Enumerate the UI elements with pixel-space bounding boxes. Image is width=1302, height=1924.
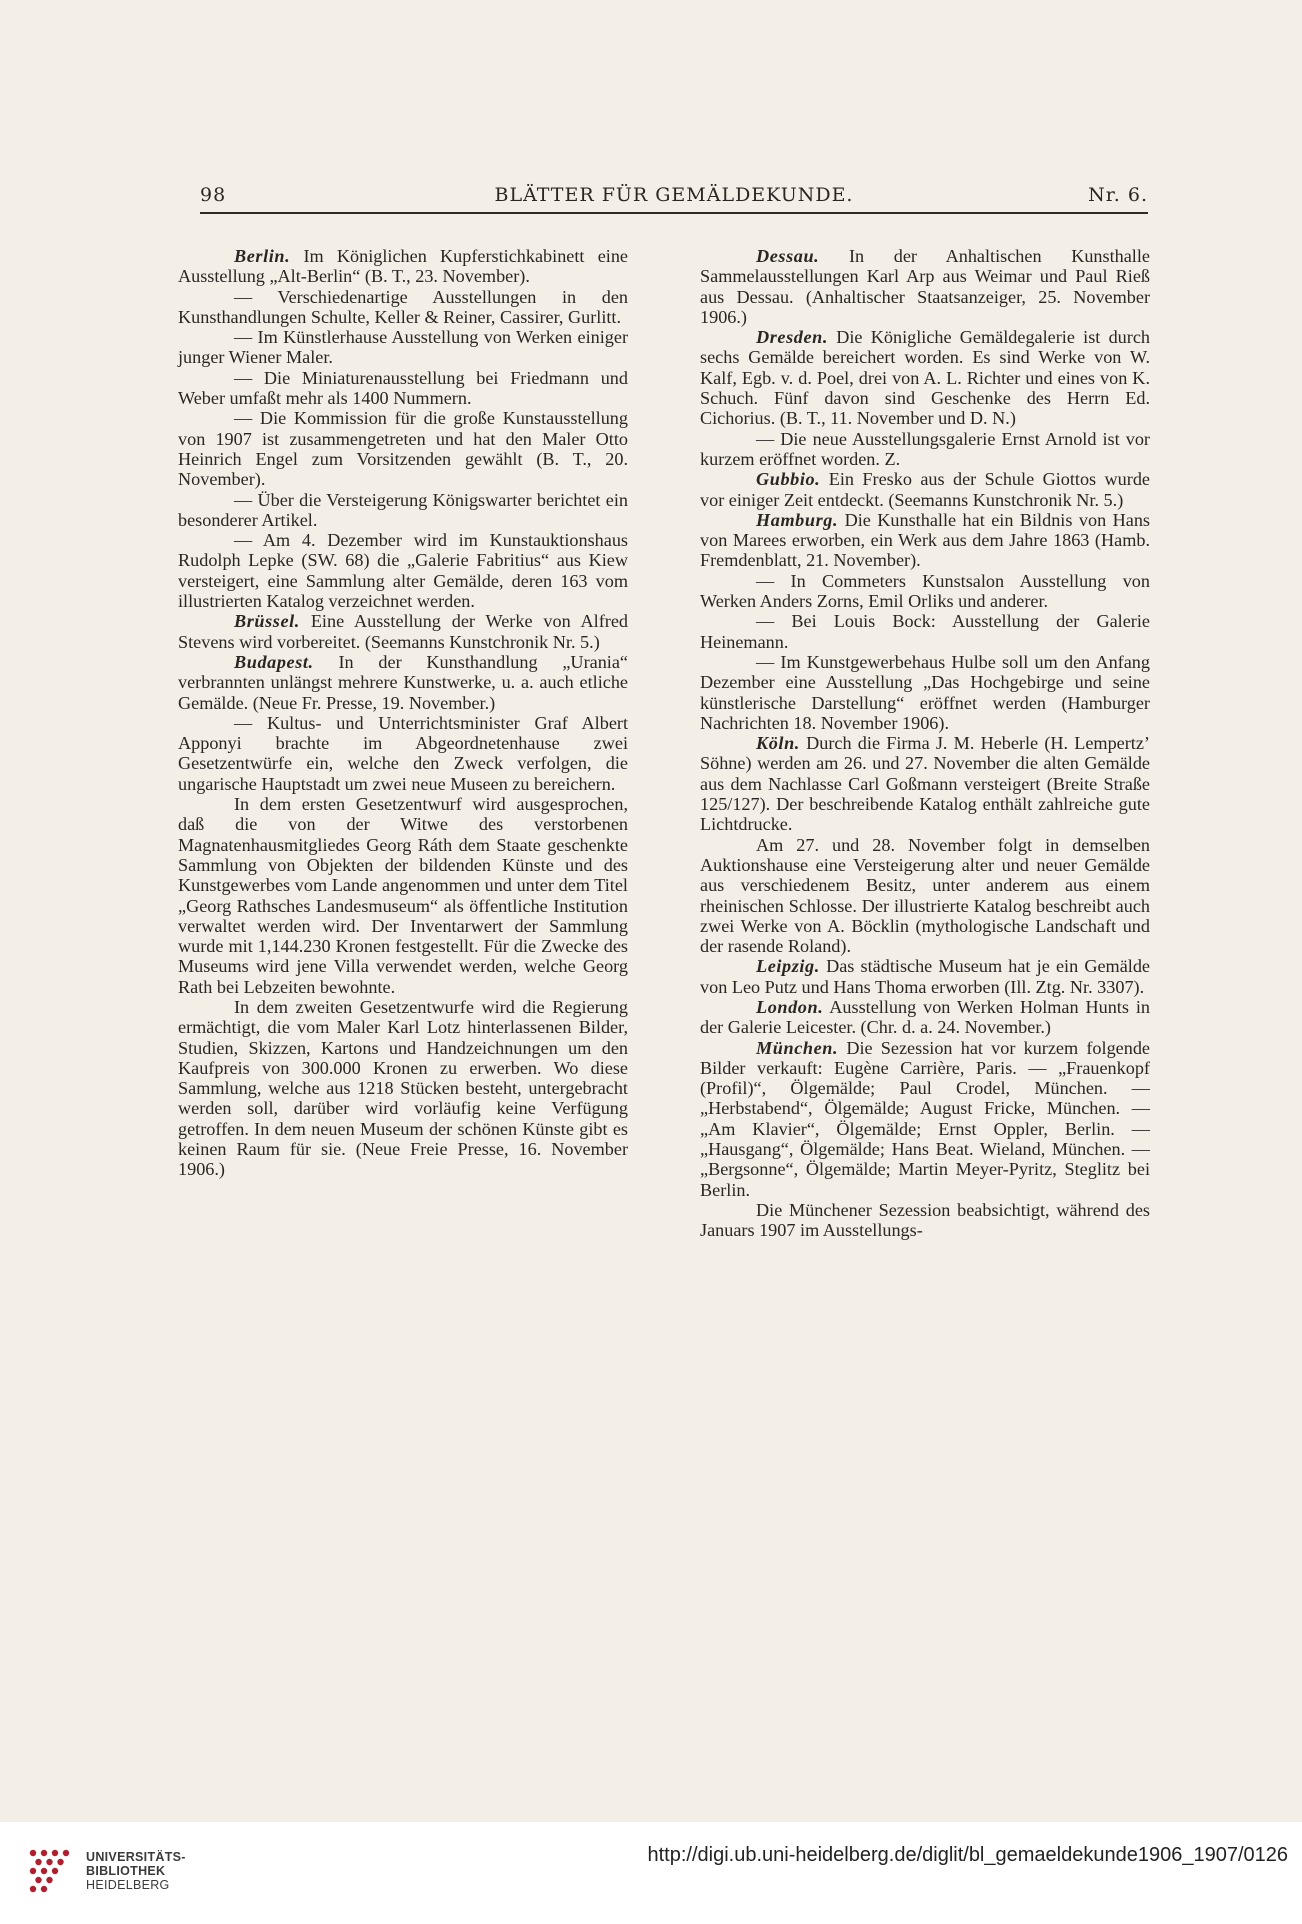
paragraph-text: — Über die Versteigerung Königswarter berichtet ein besonderer Artikel. [178, 489, 628, 530]
paragraph-text: — Die Miniaturenausstellung bei Friedmann und Weber umfaßt mehr als 1400 Nummern. [178, 367, 628, 409]
paragraph [178, 713, 628, 794]
paragraph-text: Die Sezession hat vor kurzem folgende Bilder verkauft: Eugène Carrière, Paris. — „Frauenkopf (Profil)“, Ölgemälde; Paul Crodel, München. — „Herbstabend“, Ölgemälde; August Fricke, München. — „Am Klavier“, Ölgemälde; Ernst Oppler, Berlin. — „Hausgang“, Ölgemälde; Hans Beat. Wieland, München. — „Bergsonne“, Ölgemälde; Martin Meyer-Pyritz, Steglitz bei Berlin. [700, 1037, 1150, 1200]
paragraph-text: — Die Kommission für die große Kunstausstellung von 1907 ist zusammengetreten und hat den Maler Otto Heinrich Engel zum Vorsitzenden gewählt (B. T., 20. November). [178, 408, 628, 490]
paragraph-text: Ein Fresko aus der Schule Giottos wurde vor einiger Zeit entdeckt. (Seemanns Kunstchronik Nr. 5.) [700, 469, 1150, 510]
university-library-logo-icon [24, 1844, 78, 1898]
paragraph-text: Die Königliche Gemäldegalerie ist durch sechs Gemälde bereichert worden. Es sind Werke von W. Kalf, Egb. v. d. Poel, drei von A. L. Richter und eines von K. Schuch. Fünf davon sind Geschenke des Herrn Ed. Cichorius. (B. T., 11. November und D. N.) [700, 327, 1150, 429]
paragraph-text: Die Münchener Sezession beabsichtigt, während des Januars 1907 im Ausstellungs- [700, 1199, 1150, 1241]
library-footer [0, 1822, 1302, 1924]
paragraph [178, 611, 628, 652]
city-heading: Dessau. [756, 246, 820, 266]
paragraph [178, 490, 628, 531]
paragraph-text: Im Königlichen Kupferstichkabinett eine Ausstellung „Alt-Berlin“ (B. T., 23. November). [178, 246, 628, 287]
city-heading: Hamburg. [756, 509, 839, 530]
paragraph [700, 1200, 1150, 1241]
paragraph-text: — Bei Louis Bock: Ausstellung der Galerie Heinemann. [700, 611, 1150, 652]
paragraph [700, 611, 1150, 652]
paragraph-text: Ausstellung von Werken Holman Hunts in der Galerie Leicester. (Chr. d. a. 24. November.) [700, 996, 1150, 1038]
library-name-line2: BIBLIOTHEK [86, 1864, 166, 1878]
paragraph-text: — Kultus- und Unterrichtsminister Graf Albert Apponyi brachte im Abgeordnetenhause zwei Gesetzentwürfe ein, welche den Zweck verfolgen, die ungarische Hauptstadt um zwei neue Museen zu bereichern. [178, 712, 628, 794]
paragraph-text: Eine Ausstellung der Werke von Alfred Stevens wird vorbereitet. (Seemanns Kunstchronik Nr. 5.) [178, 611, 628, 652]
paragraph-text: Die Kunsthalle hat ein Bildnis von Hans von Marees erworben, ein Werk aus dem Jahre 1863 (Hamb. Fremdenblatt, 21. November). [700, 509, 1150, 571]
paragraph [178, 530, 628, 611]
page-header [200, 178, 1148, 214]
paragraph [700, 1038, 1150, 1200]
paragraph [700, 327, 1150, 428]
source-url[interactable]: http://digi.ub.uni-heidelberg.de/diglit/bl_gemaeldekunde1906_1907/0126 [647, 1844, 1288, 1866]
right-text-column [700, 246, 1150, 1241]
paragraph [700, 469, 1150, 510]
paragraph-text: — Im Künstlerhause Ausstellung von Werken einiger junger Wiener Maler. [178, 327, 628, 368]
paragraph [700, 733, 1150, 834]
paragraph [178, 327, 628, 368]
city-heading: Gubbio. [756, 469, 821, 490]
paragraph [700, 997, 1150, 1038]
city-heading: Leipzig. [756, 956, 820, 977]
paragraph-text: In der Anhaltischen Kunsthalle Sammelausstellungen Karl Arp aus Weimar und Paul Rieß aus Dessau. (Anhaltischer Staatsanzeiger, 25. November 1906.) [700, 246, 1150, 327]
paragraph [178, 794, 628, 997]
paragraph [700, 510, 1150, 571]
paragraph-text: In dem zweiten Gesetzentwurfe wird die Regierung ermächtigt, die vom Maler Karl Lotz hinterlassenen Bilder, Studien, Skizzen, Kartons und Handzeichnungen um den Kaufpreis von 300.000 Kronen zu erwerben. Wo diese Sammlung, welche aus 1218 Stücken besteht, untergebracht werden soll, darüber wird vorläufig keine Verfügung getroffen. In dem neuen Museum der schönen Künste gibt es keinen Raum für sie. (Neue Freie Presse, 16. November 1906.) [178, 996, 628, 1180]
library-name-line1: UNIVERSITÄTS- [86, 1850, 186, 1864]
paragraph [178, 368, 628, 409]
paragraph [700, 835, 1150, 957]
paragraph-text: Durch die Firma J. M. Heberle (H. Lempertz’ Söhne) werden am 26. und 27. November die alten Gemälde aus dem Nachlasse Carl Goßmann versteigert (Breite Straße 125/127). Der beschreibende Katalog enthält zahlreiche gute Lichtdrucke. [700, 733, 1150, 835]
paragraph [178, 997, 628, 1180]
city-heading: Dresden. [756, 327, 828, 348]
paragraph [178, 408, 628, 489]
paragraph [700, 246, 1150, 327]
left-text-column [178, 246, 628, 1180]
city-heading: Budapest. [234, 651, 314, 672]
paragraph-text: Das städtische Museum hat je ein Gemälde von Leo Putz und Hans Thoma erworben (Ill. Ztg. Nr. 3307). [700, 956, 1150, 997]
paragraph [178, 287, 628, 328]
paragraph [700, 652, 1150, 733]
issue-number: Nr. 6. [1088, 184, 1148, 206]
paragraph-text: Am 27. und 28. November folgt in demselben Auktionshause eine Versteigerung alter und neuer Gemälde aus verschiedenem Besitz, unter anderem aus einem rheinischen Schlosse. Der illustrierte Katalog beschreibt auch zwei Werke von A. Böcklin (mythologische Landschaft und der rasende Roland). [700, 834, 1150, 957]
city-heading: Berlin. [234, 246, 291, 266]
paragraph-text: — Am 4. Dezember wird im Kunstauktionshaus Rudolph Lepke (SW. 68) die „Galerie Fabritius“ aus Kiew versteigert, eine Sammlung alter Gemälde, deren 163 vom illustrierten Katalog verzeichnet werden. [178, 530, 628, 612]
city-heading: Brüssel. [234, 611, 300, 632]
city-heading: London. [756, 996, 824, 1017]
library-name [86, 1850, 186, 1892]
paragraph-text: — Die neue Ausstellungsgalerie Ernst Arnold ist vor kurzem eröffnet worden. Z. [700, 428, 1150, 469]
paragraph-text: — Im Kunstgewerbehaus Hulbe soll um den Anfang Dezember eine Ausstellung „Das Hochgebirge und seine künstlerische Darstellung“ eröffnet werden (Hamburger Nachrichten 18. November 1906). [700, 651, 1150, 733]
library-name-line3: HEIDELBERG [86, 1878, 170, 1892]
city-heading: München. [756, 1037, 839, 1058]
paragraph [700, 571, 1150, 612]
paragraph-text: In dem ersten Gesetzentwurf wird ausgesprochen, daß die von der Witwe des verstorbenen Magnatenhausmitgliedes Georg Ráth dem Staate geschenkte Sammlung von Objekten der bildenden Künste und des Kunstgewerbes vom Lande angenommen und unter dem Titel „Georg Rathsches Landesmuseum“ als öffentliche Institution verwaltet werden wird. Der Inventarwert der Sammlung wurde mit 1,144.230 Kronen festgestellt. Für die Zwecke des Museums wird jene Villa verwendet werden, welche Georg Rath bei Lebzeiten bewohnte. [178, 794, 628, 997]
paragraph [178, 652, 628, 713]
page-number: 98 [200, 184, 227, 206]
journal-title: BLÄTTER FÜR GEMÄLDEKUNDE. [494, 184, 854, 206]
paragraph [700, 956, 1150, 997]
city-heading: Köln. [756, 733, 800, 754]
paragraph [178, 246, 628, 287]
paragraph-text: In der Kunsthandlung „Urania“ verbrannten unlängst mehrere Kunstwerke, u. a. auch etliche Gemälde. (Neue Fr. Presse, 19. November.) [178, 651, 628, 713]
paragraph-text: — In Commeters Kunstsalon Ausstellung von Werken Anders Zorns, Emil Orliks und anderer. [700, 570, 1150, 612]
paragraph [700, 429, 1150, 470]
paragraph-text: — Verschiedenartige Ausstellungen in den Kunsthandlungen Schulte, Keller & Reiner, Cassirer, Gurlitt. [178, 286, 628, 327]
